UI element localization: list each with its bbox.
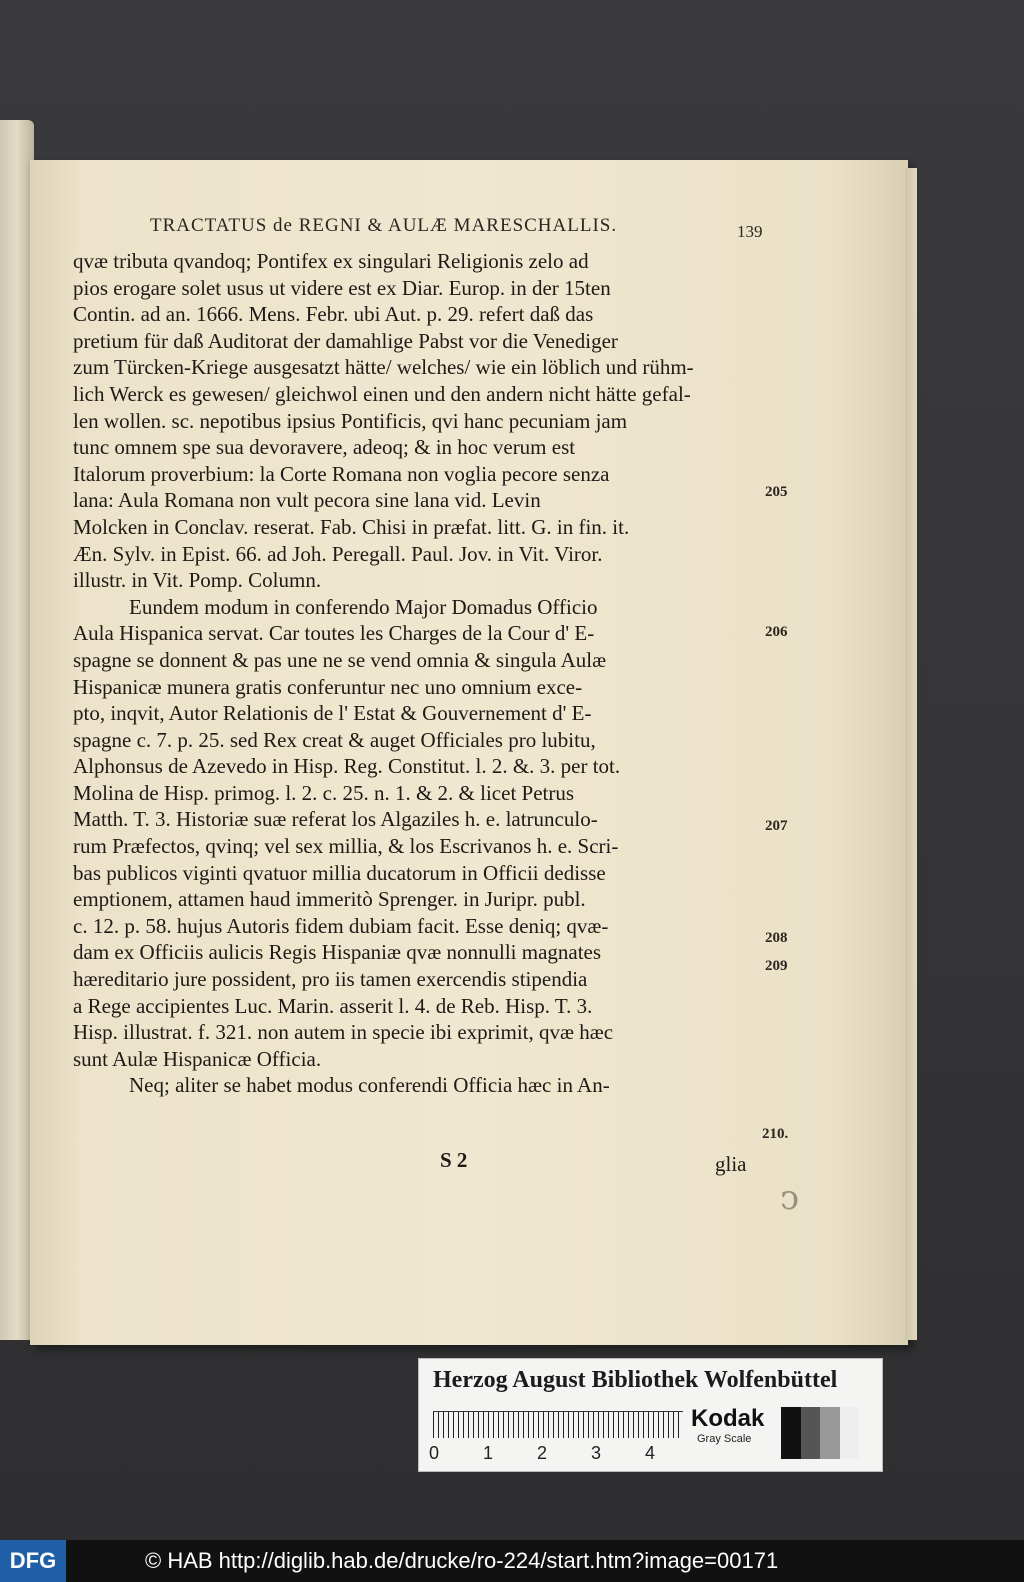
running-head: TRACTATUS de REGNI & AULÆ MARESCHALLIS. xyxy=(150,215,618,236)
text-line: Matth. T. 3. Historiæ suæ referat los Algaziles h. e. latrunculo- xyxy=(73,807,598,832)
margin-note: 205 xyxy=(765,484,788,500)
ruler-number: 2 xyxy=(537,1443,548,1463)
text-line xyxy=(73,1072,773,1099)
text-line: a Rege accipientes Luc. Marin. asserit l. 4. de Reb. Hisp. T. 3. xyxy=(73,993,593,1018)
text-line: dam ex Officiis aulicis Regis Hispaniæ qvæ nonnulli magnates xyxy=(73,940,602,965)
ruler-number: 0 xyxy=(429,1443,440,1463)
text-line: hæreditario jure possident, pro iis tamen exercendis stipendia xyxy=(73,967,588,992)
page-fore-edge xyxy=(905,168,917,1340)
margin-note: 207 xyxy=(765,818,788,834)
previous-page-edge xyxy=(0,120,34,1340)
text-line: lana: Aula Romana non vult pecora sine lana vid. Levin xyxy=(73,488,541,513)
text-line: Molina de Hisp. primog. l. 2. c. 25. n. 1. & 2. & licet Petrus xyxy=(73,780,575,805)
text-line: pios erogare solet usus ut videre est ex Diar. Europ. in der 15ten xyxy=(73,275,611,300)
catchword: glia xyxy=(715,1152,747,1176)
body-text xyxy=(73,248,773,1099)
text-line: emptionem, attamen haud immeritò Sprenger. in Juripr. publ. xyxy=(73,887,586,912)
text-line: bas publicos viginti qvatuor millia ducatorum in Officii dedisse xyxy=(73,860,606,885)
text-line: lich Werck es gewesen/ gleichwol einen und den andern nicht hätte gefal- xyxy=(73,381,691,406)
text-line: c. 12. p. 58. hujus Autoris fidem dubiam facit. Esse deniq; qvæ- xyxy=(73,913,609,938)
kodak-logo: Kodak xyxy=(691,1405,765,1432)
margin-note: 206 xyxy=(765,624,788,640)
paragraph-start: Eundem modum in conferendo Major Domadus Officio xyxy=(129,594,598,619)
ruler-numbers xyxy=(429,1443,699,1464)
signature-mark: S 2 xyxy=(440,1148,468,1172)
ruler-ticks xyxy=(433,1411,683,1438)
ruler-number: 4 xyxy=(645,1443,656,1463)
color-scale-card xyxy=(418,1358,883,1472)
copyright-link[interactable]: © HAB http://diglib.hab.de/drucke/ro-224/start.htm?image=00171 xyxy=(145,1548,779,1573)
text-line: Contin. ad an. 1666. Mens. Febr. ubi Aut. p. 29. refert daß das xyxy=(73,302,594,327)
text-line: pretium für daß Auditorat der damahlige Pabst vor die Venediger xyxy=(73,328,618,353)
paragraph-start: Neq; aliter se habet modus conferendi Officia hæc in An- xyxy=(129,1073,610,1098)
margin-note: 209 xyxy=(765,958,788,974)
page-number: 139 xyxy=(737,222,763,241)
margin-note: 208 xyxy=(765,930,788,946)
text-line: len wollen. sc. nepotibus ipsius Pontificis, qvi hanc pecuniam jam xyxy=(73,408,628,433)
text-line: Aula Hispanica servat. Car toutes les Charges de la Cour d' E- xyxy=(73,621,595,646)
text-line: rum Præfectos, qvinq; vel sex millia, & los Escrivanos h. e. Scri- xyxy=(73,834,619,859)
dfg-logo: DFG xyxy=(0,1540,66,1582)
text-line xyxy=(73,594,773,621)
pencil-mark: ↄ xyxy=(780,1178,800,1218)
text-line: spagne c. 7. p. 25. sed Rex creat & auget Officiales pro lubitu, xyxy=(73,727,596,752)
library-name: Herzog August Bibliothek Wolfenbüttel xyxy=(433,1367,838,1393)
ruler-number: 1 xyxy=(483,1443,494,1463)
text-line: Hispanicæ munera gratis conferuntur nec uno omnium exce- xyxy=(73,674,583,699)
footer-bar xyxy=(0,1540,1024,1582)
text-line: illustr. in Vit. Pomp. Column. xyxy=(73,568,322,593)
text-line: Æn. Sylv. in Epist. 66. ad Joh. Peregall. Paul. Jov. in Vit. Viror. xyxy=(73,541,603,566)
margin-note: 210. xyxy=(762,1126,789,1142)
gray-scale-label: Gray Scale xyxy=(697,1433,752,1445)
text-line: pto, inqvit, Autor Relationis de l' Estat & Gouvernement d' E- xyxy=(73,701,592,726)
text-line: spagne se donnent & pas une ne se vend omnia & singula Aulæ xyxy=(73,647,607,672)
text-line: Alphonsus de Azevedo in Hisp. Reg. Constitut. l. 2. &. 3. per tot. xyxy=(73,754,621,779)
ruler-number: 3 xyxy=(591,1443,602,1463)
text-line: sunt Aulæ Hispanicæ Officia. xyxy=(73,1046,322,1071)
text-line: tunc omnem spe sua devoravere, adeoq; & in hoc verum est xyxy=(73,435,576,460)
gray-swatches xyxy=(781,1407,859,1459)
text-line: Hisp. illustrat. f. 321. non autem in specie ibi exprimit, qvæ hæc xyxy=(73,1020,614,1045)
text-line: Italorum proverbium: la Corte Romana non voglia pecore senza xyxy=(73,461,610,486)
text-line: qvæ tributa qvandoq; Pontifex ex singulari Religionis zelo ad xyxy=(73,249,589,273)
text-line: zum Türcken-Kriege ausgesatzt hätte/ welches/ wie ein löblich und rühm- xyxy=(73,355,694,380)
text-line: Molcken in Conclav. reserat. Fab. Chisi in præfat. litt. G. in fin. it. xyxy=(73,514,630,539)
